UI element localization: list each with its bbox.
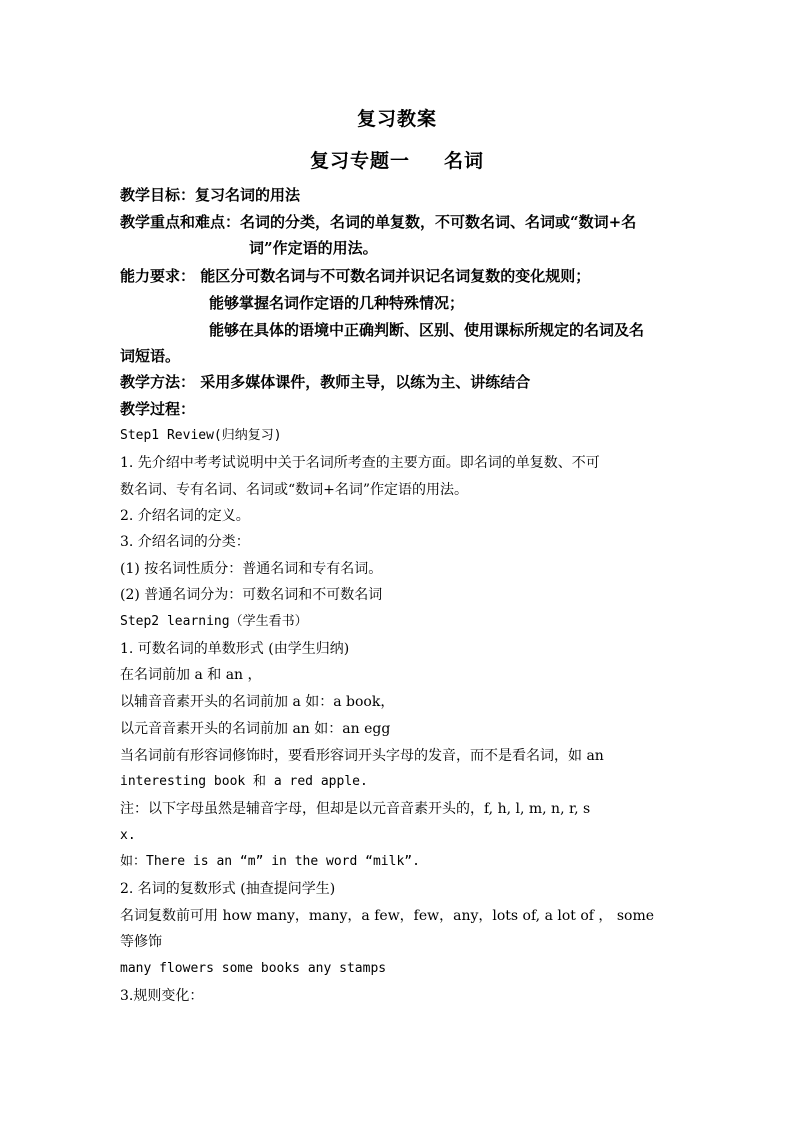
key-points: 教学重点和难点：名词的分类，名词的单复数，不可数名词、名词或“数词+名 xyxy=(120,213,637,231)
ability-req-1: 能力要求： 能区分可数名词与不可数名词并识记名词复数的变化规则； xyxy=(120,267,591,285)
text-line: 以辅音音素开头的名词前加 a 如：a book， xyxy=(120,694,395,710)
step1-heading: Step1 Review(归纳复习) xyxy=(120,428,282,443)
page-title: 复习教案 xyxy=(356,108,437,130)
subtitle-topic: 复习专题一 xyxy=(309,150,410,172)
teaching-process: 教学过程： xyxy=(120,400,196,418)
teaching-goal: 教学目标：复习名词的用法 xyxy=(120,186,301,204)
key-points-cont: 词”作定语的用法。 xyxy=(249,239,378,257)
text-line: 2. 介绍名词的定义。 xyxy=(120,508,250,524)
text-line: 3.规则变化： xyxy=(120,988,204,1004)
text-line: 以元音音素开头的名词前加 an 如：an egg xyxy=(120,721,391,737)
text-line: 当名词前有形容词修饰时，要看形容词开头字母的发音，而不是看名词，如 an xyxy=(120,748,604,764)
ability-req-2: 能够掌握名词作定语的几种特殊情况； xyxy=(209,294,465,312)
subtitle-subject: 名词 xyxy=(444,150,485,172)
text-line: 2. 名词的复数形式 (抽查提问学生) xyxy=(120,881,336,897)
ability-req-3: 能够在具体的语境中正确判断、区别、使用课标所规定的名词及名 xyxy=(209,321,645,339)
text-line: (2) 普通名词分为：可数名词和不可数名词 xyxy=(120,587,383,603)
text-line: 注：以下字母虽然是辅音字母，但却是以元音音素开头的，f, h, l, m, n, r, s xyxy=(120,801,591,817)
text-line: 在名词前加 a 和 an ， xyxy=(120,667,262,683)
text-line: x. xyxy=(120,828,136,843)
text-line: (1) 按名词性质分：普通名词和专有名词。 xyxy=(120,561,383,577)
text-line: 1. 先介绍中考考试说明中关于名词所考查的主要方面。即名词的单复数、不可 xyxy=(120,455,600,471)
text-line: 3. 介绍名词的分类： xyxy=(120,534,250,550)
text-line: interesting book 和 a red apple. xyxy=(120,774,368,789)
text-line: 名词复数前可用 how many，many，a few，few，any，lots of, a lot of ， some xyxy=(120,908,655,924)
text-line: 等修饰 xyxy=(120,934,162,950)
text-line: 如：There is an “m” in the word “milk”. xyxy=(120,854,420,869)
teaching-method: 教学方法： 采用多媒体课件，教师主导，以练为主、讲练结合 xyxy=(120,373,531,391)
text-line: 1. 可数名词的单数形式 (由学生归纳) xyxy=(120,641,350,657)
page-subtitle xyxy=(0,146,794,173)
text-line: 数名词、专有名词、名词或“数词+名词”作定语的用法。 xyxy=(120,482,469,498)
ability-req-3-cont: 词短语。 xyxy=(120,347,181,365)
step2-heading: Step2 learning（学生看书） xyxy=(120,614,308,629)
text-line: many flowers some books any stamps xyxy=(120,961,387,976)
